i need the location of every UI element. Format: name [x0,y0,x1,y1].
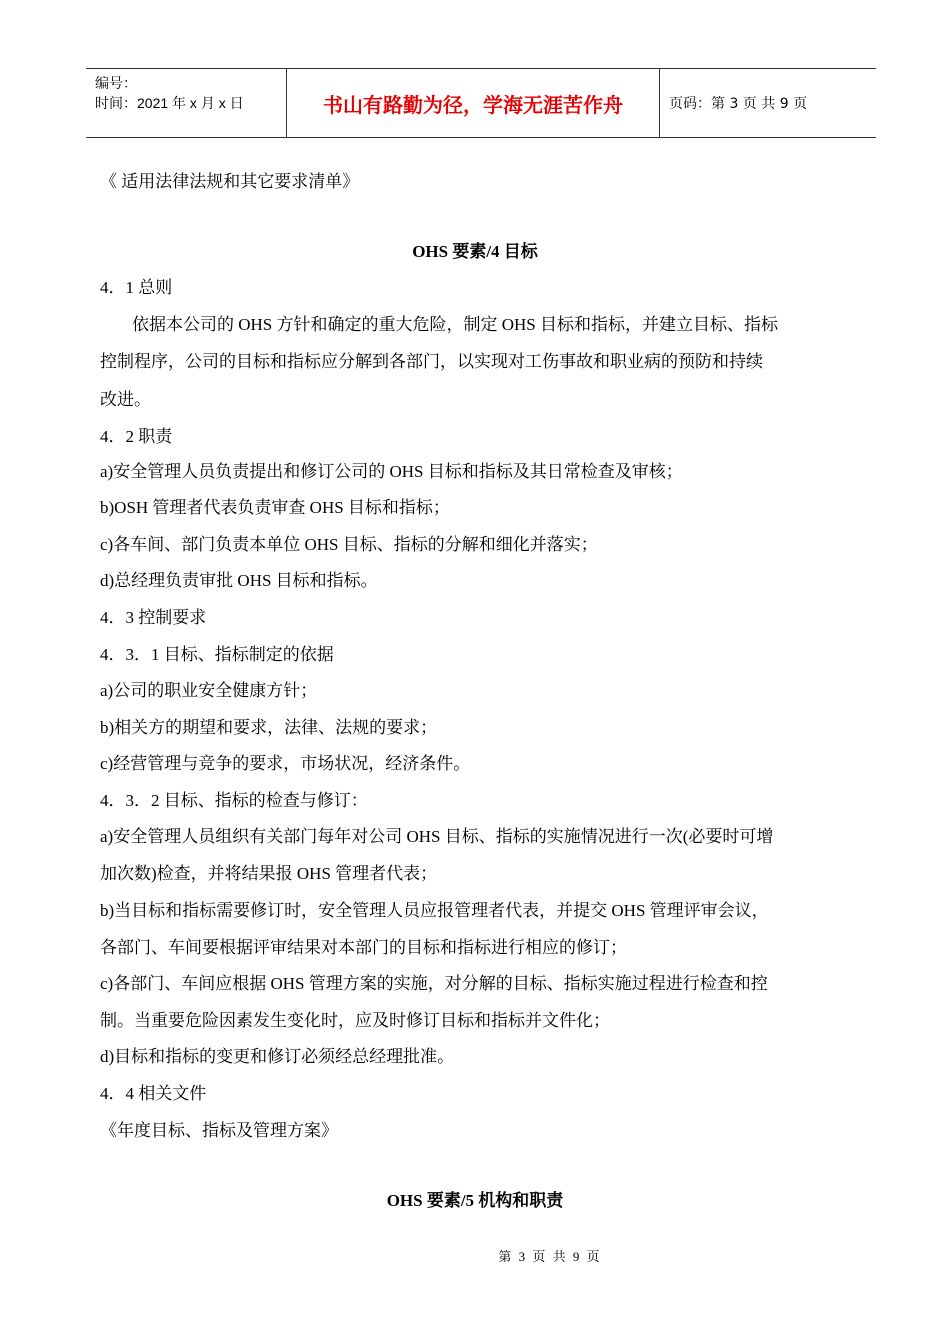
header-page-number: 页码：第 3 页 共 9 页 [669,96,808,112]
section-heading-organization: OHS 要素/5 机构和职责 [386,1191,564,1210]
page-footer: 第 3 页 共 9 页 [498,1249,602,1264]
list-item: a)安全管理人员负责提出和修订公司的 OHS 目标和指标及其日常检查及审核； [100,462,683,481]
list-item: 各部门、车间要根据评审结果对本部门的目标和指标进行相应的修订； [100,938,627,957]
paragraph-line: 依据本公司的 OHS 方针和确定的重大危险，制定 OHS 目标和指标，并建立目标、指标 [132,315,779,334]
header-motto: 书山有路勤为径，学海无涯苦作舟 [287,69,660,137]
list-item: c)各部门、车间应根据 OHS 管理方案的实施，对分解的目标、指标实施过程进行检查和控 [100,974,768,993]
serial-number-label: 编号： [95,75,137,91]
list-item: d)总经理负责审批 OHS 目标和指标。 [100,571,378,590]
list-item: 加次数)检查，并将结果报 OHS 管理者代表； [100,864,438,883]
list-item: c)各车间、部门负责本单位 OHS 目标、指标的分解和细化并落实； [100,535,598,554]
list-item: d)目标和指标的变更和修订必须经总经理批准。 [100,1047,455,1066]
subsection-heading: 4．3 控制要求 [100,608,207,627]
subsection-heading: 4．4 相关文件 [100,1084,207,1103]
subsection-heading: 4．2 职责 [100,427,173,446]
list-item: b)OSH 管理者代表负责审查 OHS 目标和指标； [100,498,450,517]
reference-document: 《 适用法律法规和其它要求清单》 [100,172,360,191]
subsection-heading: 4．3．2 目标、指标的检查与修订： [100,791,368,810]
list-item: 制。当重要危险因素发生变化时，应及时修订目标和指标并文件化； [100,1011,610,1030]
list-item: c)经营管理与竞争的要求，市场状况，经济条件。 [100,754,471,773]
subsection-heading: 4．3．1 目标、指标制定的依据 [100,645,334,664]
list-item: b)相关方的期望和要求，法律、法规的要求； [100,718,438,737]
date-label: 时间：2021 年 x 月 x 日 [95,95,244,111]
page-header [86,68,876,138]
list-item: b)当目标和指标需要修订时，安全管理人员应报管理者代表，并提交 OHS 管理评审会议， [100,901,769,920]
list-item: a)安全管理人员组织有关部门每年对公司 OHS 目标、指标的实施情况进行一次(必要时可增 [100,827,774,846]
section-heading-objectives: OHS 要素/4 目标 [412,242,538,261]
header-meta [86,69,287,137]
subsection-heading: 4．1 总则 [100,278,173,297]
list-item: a)公司的职业安全健康方针； [100,681,318,700]
reference-document: 《年度目标、指标及管理方案》 [100,1121,338,1140]
paragraph-line: 控制程序，公司的目标和指标应分解到各部门，以实现对工伤事故和职业病的预防和持续 [100,352,763,371]
paragraph-line: 改进。 [100,390,151,409]
